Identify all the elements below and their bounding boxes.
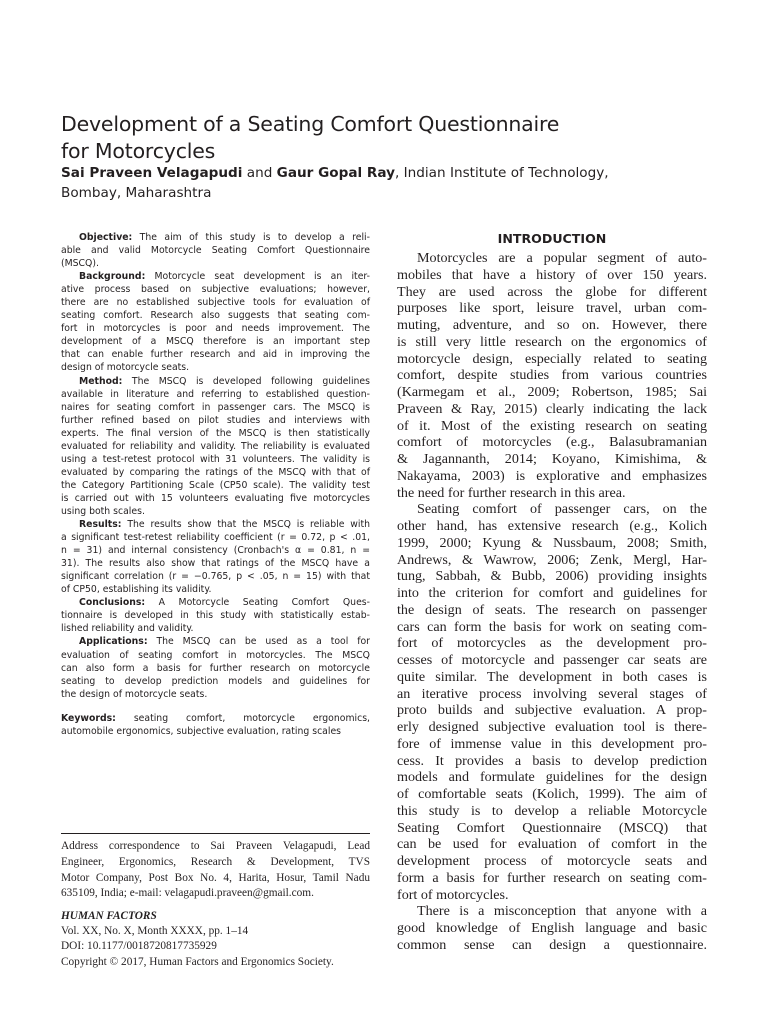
intro-line: muting, adventure, and so on. However, there: [397, 317, 707, 333]
intro-paragraph: [397, 903, 707, 953]
intro-line: into the criterion for comfort and guidelines for: [397, 585, 707, 601]
intro-line: other hand, has extensive research (e.g., Kolich: [397, 518, 707, 534]
abstract-line: evaluation of seating comfort in motorcycles. The MSCQ: [61, 649, 370, 661]
footnote-divider: [61, 833, 370, 834]
intro-line: of comfortable seats (Kolich, 1999). The aim of: [397, 786, 707, 802]
journal-info: [61, 909, 381, 970]
intro-line: comfort of motorcycles (e.g., Balasubramanian: [397, 434, 707, 451]
affiliation: , Indian Institute of Technology,: [395, 165, 609, 181]
intro-line: form a basis for further research on seating com-: [397, 869, 707, 886]
abstract-line: the Category Partitioning Scale (CP50 scale). The validity test: [61, 479, 370, 491]
abstract-section-objective: [61, 231, 370, 270]
abstract-line: can also form a basis for further research on motorcycle: [61, 662, 370, 674]
intro-line: cars can form the basis for work on seating com-: [397, 618, 707, 635]
abstract-section-background: [61, 270, 370, 374]
abstract-line: tionnaire is developed in this study with statistically estab-: [61, 610, 370, 622]
intro-line: 1999, 2000; Kyung & Nussbaum, 2008; Smith,: [397, 534, 707, 551]
intro-line: motorcycle design, especially related to seating: [397, 350, 707, 367]
abstract-line: Applications: The MSCQ can be used as a tool for: [79, 636, 370, 648]
affiliation-line: Bombay, Maharashtra: [61, 185, 212, 201]
correspondence-line: Address correspondence to Sai Praveen Velagapudi, Lead: [61, 840, 370, 852]
abstract: [61, 231, 370, 738]
abstract-line: able and valid Motorcycle Seating Comfort Questionnaire: [61, 245, 370, 257]
intro-line: proto builds and subjective evaluation. A prop-: [397, 702, 707, 719]
title-line: Development of a Seating Comfort Questionnaire: [61, 111, 560, 136]
abstract-line: 31). The results also show that ratings of the MSCQ have a: [61, 558, 370, 570]
journal-copyright: Copyright © 2017, Human Factors and Ergonomics Society.: [61, 955, 334, 968]
correspondence-line: 635109, India; e-mail: velagapudi.praveen@gmail.com.: [61, 887, 314, 900]
abstract-section-keywords: [61, 712, 370, 738]
abstract-line: using a test-retest protocol with 31 volunteers. The validity is: [61, 453, 370, 465]
intro-line: fort of motorcycles as the development pro-: [397, 635, 707, 652]
abstract-line: available in literature and referring to established question-: [61, 388, 370, 400]
intro-line: quite similar. The development in both cases is: [397, 668, 707, 685]
journal-doi: DOI: 10.1177/0018720817735929: [61, 940, 217, 953]
abstract-line: seating comfort. Research also suggests that seating com-: [61, 310, 370, 322]
abstract-line: (MSCQ).: [61, 258, 99, 270]
paper-title: [61, 111, 711, 165]
abstract-line: Conclusions: A Motorcycle Seating Comfort Ques-: [79, 597, 370, 609]
abstract-line: lished reliability and validity.: [61, 623, 194, 635]
intro-line: comfort, despite studies from various countries: [397, 367, 707, 384]
abstract-line: Background: Motorcycle seat development is an iter-: [79, 271, 370, 283]
intro-line: Seating comfort of passenger cars, on the: [417, 501, 707, 518]
abstract-line: development of a MSCQ therefore is an important step: [61, 336, 370, 348]
intro-line: tung, Sabbah, & Bubb, 2006) providing insights: [397, 568, 707, 585]
intro-paragraph: [397, 250, 707, 501]
correspondence-line: Motor Company, Post Box No. 4, Harita, Hosur, Tamil Nadu: [61, 871, 370, 884]
abstract-line: there are no established subjective tools for evaluation of: [61, 297, 370, 309]
abstract-line: further refined based on pilot studies and interviews with: [61, 414, 370, 426]
abstract-line: fort in motorcycles is poor and needs improvement. The: [61, 323, 370, 335]
abstract-line: ative process based on subjective evaluations; however,: [61, 284, 370, 296]
author-connector: and: [242, 165, 277, 181]
intro-line: They are used across the globe for different: [397, 283, 707, 300]
intro-line: fore of immense value in this development pro-: [397, 735, 707, 752]
title-line: for Motorcycles: [61, 138, 216, 163]
intro-line: development process of motorcycle seats and: [397, 853, 707, 869]
abstract-line: evaluated by comparing the ratings of the MSCQ with that of: [61, 466, 370, 478]
abstract-section-applications: [61, 635, 370, 700]
correspondence-note: [61, 839, 370, 902]
intro-line: Seating Comfort Questionnaire (MSCQ) that: [397, 819, 707, 836]
abstract-label: Method:: [79, 375, 123, 387]
intro-line: good knowledge of English language and basic: [397, 920, 707, 936]
intro-line: can be used for evaluation of comfort in the: [397, 836, 707, 853]
abstract-line: evaluated for reliability and validity. The reliability is evaluated: [61, 440, 370, 452]
intro-line: cess. It provides a basis to develop prediction: [397, 752, 707, 769]
intro-line: common sense can design a questionnaire.: [397, 936, 707, 953]
journal-name: HUMAN FACTORS: [61, 910, 157, 922]
intro-line: fort of motorcycles.: [397, 886, 509, 903]
abstract-line: that can enable further research and aid in improving the: [61, 349, 370, 361]
abstract-line: Results: The results show that the MSCQ is reliable with: [79, 519, 370, 531]
abstract-label: Keywords:: [61, 712, 116, 724]
intro-line: & Jagannanth, 2014; Koyano, Kimishima, &: [397, 451, 707, 467]
intro-line: There is a misconception that anyone with a: [417, 903, 707, 920]
intro-line: (Karmegam et al., 2009; Robertson, 1985; Sai: [397, 384, 707, 400]
author-name: Sai Praveen Velagapudi: [61, 165, 243, 181]
intro-line: an iterative process involving several stages of: [397, 685, 707, 702]
intro-line: this study is to develop a reliable Motorcycle: [397, 802, 707, 819]
intro-line: erly designed subjective evaluation tool is there-: [397, 719, 707, 735]
intro-paragraph: [397, 501, 707, 903]
abstract-section-results: [61, 518, 370, 596]
abstract-line: experts. The final version of the MSCQ is then statistically: [61, 427, 370, 439]
abstract-line: n = 31) and internal consistency (Cronbach's α = 0.81, n =: [61, 545, 370, 557]
intro-line: the design of seats. The research on passenger: [397, 601, 707, 618]
abstract-line: a significant test-retest reliability coefficient (r = 0.72, p < .01,: [61, 532, 370, 544]
intro-line: of it. Most of the existing research on seating: [397, 417, 707, 434]
intro-line: Praveen & Ray, 2015) clearly indicating the lack: [397, 400, 707, 417]
correspondence-line: Engineer, Ergonomics, Research & Development, TVS: [61, 855, 370, 868]
intro-line: Nakayama, 2003) is explorative and emphasizes: [397, 467, 707, 484]
abstract-label: Conclusions:: [79, 597, 146, 609]
abstract-label: Results:: [79, 519, 122, 531]
abstract-line: seating to develop prediction models and guidelines for: [61, 675, 370, 687]
abstract-line: Keywords: seating comfort, motorcycle ergonomics,: [61, 712, 370, 724]
intro-line: purposes like sport, leisure travel, urban com-: [397, 300, 707, 317]
abstract-label: Applications:: [79, 636, 148, 648]
intro-line: the need for further research in this area.: [397, 484, 626, 501]
abstract-line: Objective: The aim of this study is to develop a reli-: [79, 232, 370, 243]
introduction-body: [397, 250, 707, 954]
author-name: Gaur Gopal Ray: [276, 165, 395, 181]
abstract-line: of CP50, establishing its validity.: [61, 584, 212, 596]
journal-volume: Vol. XX, No. X, Month XXXX, pp. 1–14: [61, 925, 249, 938]
abstract-line: significant correlation (r = −0.765, p < .05, n = 15) with that: [61, 571, 370, 583]
intro-line: models and formulate guidelines for the design: [397, 769, 707, 786]
abstract-line: Method: The MSCQ is developed following guidelines: [79, 375, 370, 387]
intro-line: is still very little research on the ergonomics of: [397, 333, 707, 350]
abstract-line: the design of motorcycle seats.: [61, 688, 208, 700]
abstract-line: design of motorcycle seats.: [61, 362, 190, 374]
intro-line: cesses of motorcycle and passenger car seats are: [397, 652, 707, 668]
abstract-line: naires for seating comfort in passenger cars. The MSCQ is: [61, 401, 370, 413]
intro-line: mobiles that have a history of over 150 years.: [397, 266, 707, 283]
abstract-line: using both scales.: [61, 505, 145, 517]
abstract-section-method: [61, 375, 370, 519]
intro-line: Motorcycles are a popular segment of auto-: [417, 250, 707, 266]
abstract-line: is carried out with 15 volunteers evaluating five motorcycles: [61, 492, 370, 504]
author-line: [61, 163, 721, 183]
intro-line: Andrews, & Wawrow, 2006; Zenk, Mergl, Har-: [397, 551, 707, 568]
abstract-line: automobile ergonomics, subjective evaluation, rating scales: [61, 725, 342, 737]
abstract-label: Background:: [79, 271, 146, 283]
section-heading-introduction: INTRODUCTION: [497, 231, 607, 246]
abstract-label: Objective:: [79, 232, 133, 243]
author-byline: [61, 163, 721, 203]
abstract-section-conclusions: [61, 596, 370, 635]
